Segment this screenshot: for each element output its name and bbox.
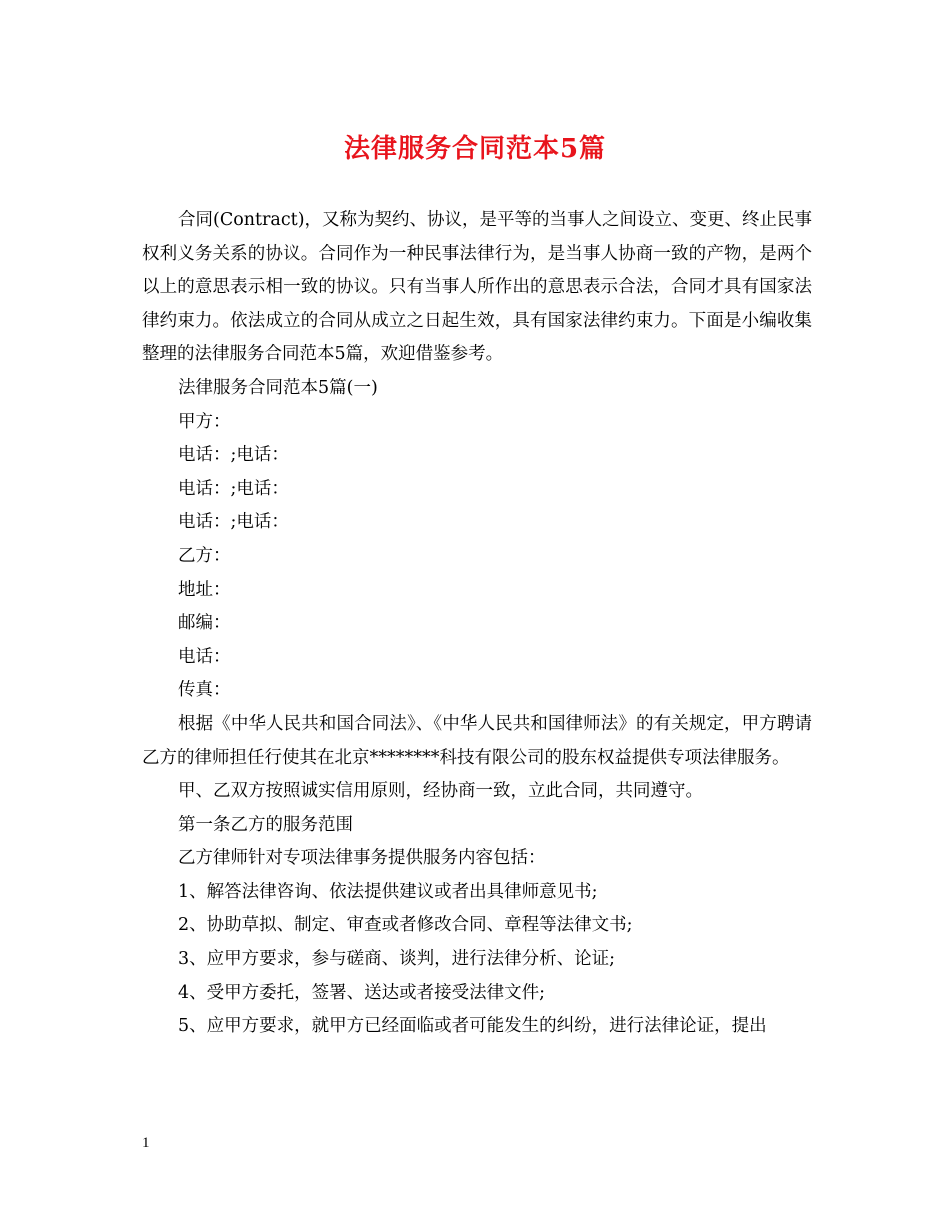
paragraph-service-intro: 乙方律师针对专项法律事务提供服务内容包括：: [178, 848, 546, 869]
page-number: 1: [142, 1135, 150, 1151]
paragraph-item-5: 5、应甲方要求，就甲方已经面临或者可能发生的纠纷，进行法律论证，提出: [178, 1016, 767, 1037]
paragraph-heading-contract-1: 法律服务合同范本5篇(一): [178, 377, 378, 398]
paragraph-phone: 电话：: [178, 646, 231, 667]
paragraph-party-b: 乙方：: [178, 545, 231, 566]
paragraph-item-1: 1、解答法律咨询、依法提供建议或者出具律师意见书;: [178, 881, 598, 902]
paragraph-party-a: 甲方：: [178, 411, 231, 432]
paragraph-phone-2: 电话：;电话：: [178, 478, 289, 499]
paragraph-item-3: 3、应甲方要求，参与磋商、谈判，进行法律分析、论证;: [178, 949, 616, 970]
paragraph-fax: 传真：: [178, 680, 231, 701]
paragraph-item-2: 2、协助草拟、制定、审查或者修改合同、章程等法律文书;: [178, 915, 633, 936]
document-body: [142, 204, 812, 1044]
paragraph-article-1-heading: 第一条乙方的服务范围: [178, 814, 353, 835]
paragraph-agreement: 甲、乙双方按照诚实信用原则，经协商一致，立此合同，共同遵守。: [178, 781, 703, 802]
paragraph-item-4: 4、受甲方委托，签署、送达或者接受法律文件;: [178, 982, 546, 1003]
paragraph-intro: 合同(Contract)，又称为契约、协议，是平等的当事人之间设立、变更、终止民事权利义务关系的协议。合同作为一种民事法律行为，是当事人协商一致的产物，是两个以上的意思表示相一致的协议。只有当事人所作出的意思表示合法，合同才具有国家法律约束力。依法成立的合同从成立之日起生效，具有国家法律约束力。下面是小编收集整理的法律服务合同范本5篇，欢迎借鉴参考。: [142, 210, 813, 365]
paragraph-address: 地址：: [178, 579, 231, 600]
paragraph-postcode: 邮编：: [178, 613, 231, 634]
paragraph-phone-3: 电话：;电话：: [178, 512, 289, 533]
paragraph-phone-1: 电话：;电话：: [178, 445, 289, 466]
document-title: 法律服务合同范本5篇: [343, 134, 607, 164]
paragraph-legal-basis: 根据《中华人民共和国合同法》、《中华人民共和国律师法》的有关规定，甲方聘请乙方的律师担任行使其在北京********科技有限公司的股东权益提供专项法律服务。: [142, 713, 812, 768]
